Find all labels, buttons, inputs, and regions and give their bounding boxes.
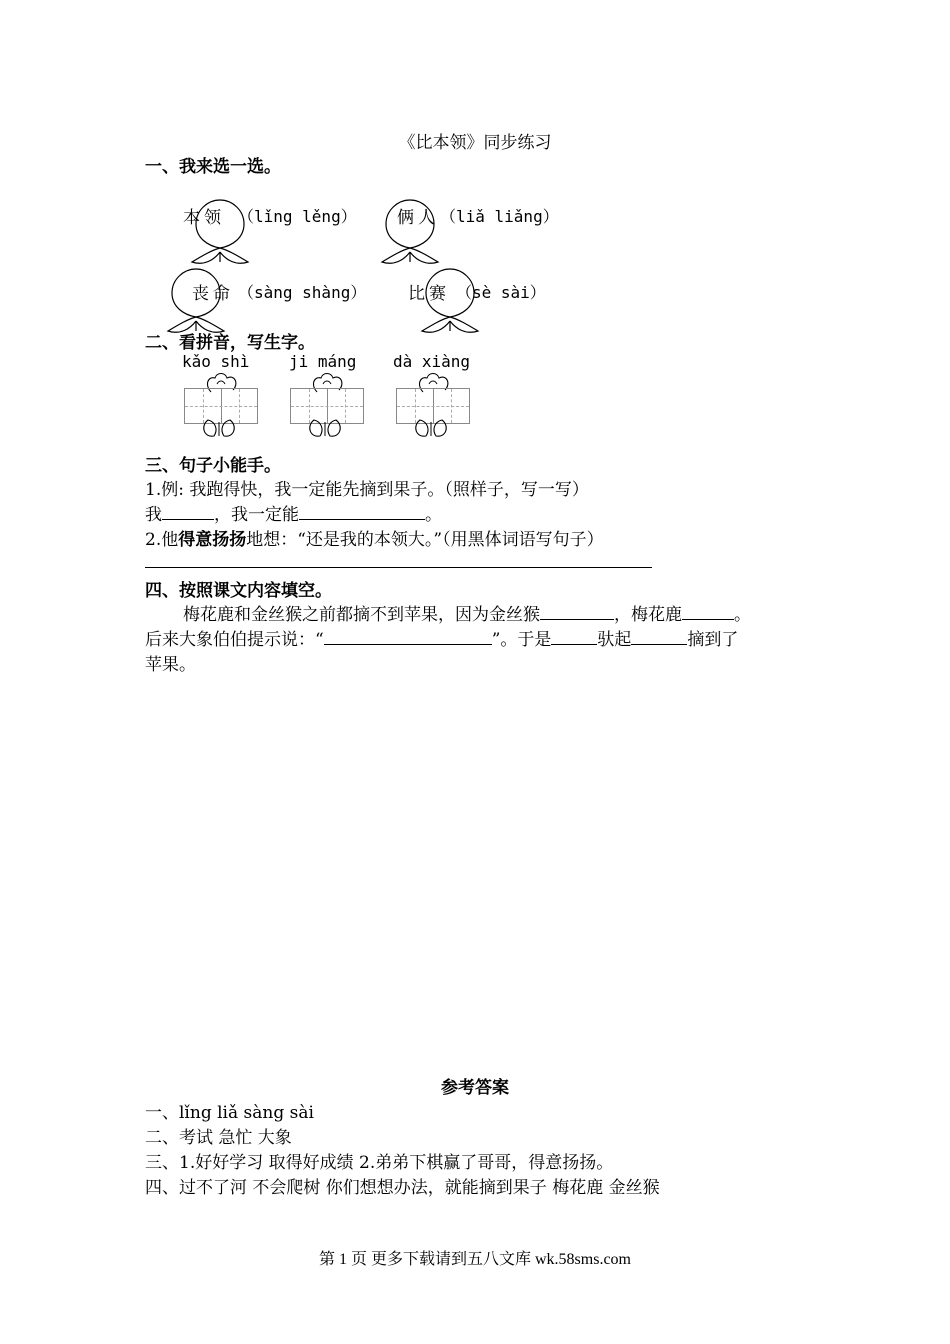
word-2: 俩人	[397, 208, 439, 228]
blank[interactable]	[540, 602, 614, 620]
page-footer: 第 1 页 更多下载请到五八文库 wk.58sms.com	[318, 1251, 631, 1268]
answer-line[interactable]	[145, 567, 652, 568]
blank[interactable]	[324, 627, 492, 645]
question-2: 2.他得意扬扬地想：“还是我的本领大。”（用黑体词语写句子）	[145, 530, 604, 550]
page-title: 《比本领》同步练习	[398, 133, 552, 153]
blank[interactable]	[299, 502, 425, 520]
fill-line-1: 梅花鹿和金丝猴之前都摘不到苹果，因为金丝猴 ，梅花鹿 。	[183, 600, 751, 625]
pinyin-4: （sè sài）	[456, 283, 546, 302]
section-4-heading: 四、按照课文内容填空。	[145, 581, 332, 601]
section-2-heading: 二、看拼音，写生字。	[145, 333, 315, 353]
question-1-line: 我 ，我一定能 。	[145, 500, 442, 525]
leaf-icon	[200, 418, 240, 440]
leaf-icon	[412, 418, 452, 440]
word-3: 丧命	[192, 284, 234, 304]
blank[interactable]	[551, 627, 597, 645]
section-3-heading: 三、句子小能手。	[145, 456, 281, 476]
word-1: 本领	[183, 208, 225, 228]
blank[interactable]	[162, 502, 214, 520]
answer-line-2: 二、考试 急忙 大象	[145, 1128, 292, 1148]
blank[interactable]	[682, 602, 734, 620]
bold-word: 得意扬扬	[178, 530, 247, 550]
blank[interactable]	[631, 627, 687, 645]
answer-line-1: 一、lǐng liǎ sàng sài	[145, 1103, 314, 1123]
pinyin-prompt-1: kǎo shì	[182, 352, 250, 371]
pinyin-prompt-2: ji máng	[289, 352, 357, 371]
answer-line-3: 三、1.好好学习 取得好成绩 2.弟弟下棋赢了哥哥，得意扬扬。	[145, 1153, 614, 1173]
answer-line-4: 四、过不了河 不会爬树 你们想想办法，就能摘到果子 梅花鹿 金丝猴	[145, 1178, 660, 1198]
pinyin-2: （liǎ liǎng）	[440, 207, 559, 226]
pinyin-prompt-3: dà xiàng	[393, 352, 471, 371]
section-1-heading: 一、我来选一选。	[145, 157, 281, 177]
leaf-icon	[306, 418, 346, 440]
word-4: 比赛	[408, 284, 450, 304]
question-1: 1.例: 我跑得快，我一定能先摘到果子。（照样子，写一写）	[145, 480, 589, 500]
fill-line-3: 苹果。	[145, 655, 196, 675]
fill-line-2: 后来大象伯伯提示说：“ ”。于是 驮起 摘到了	[145, 625, 738, 650]
pinyin-1: （lǐng lěng）	[238, 207, 357, 226]
answer-title: 参考答案	[441, 1078, 509, 1098]
pinyin-3: （sàng shàng）	[238, 283, 367, 302]
